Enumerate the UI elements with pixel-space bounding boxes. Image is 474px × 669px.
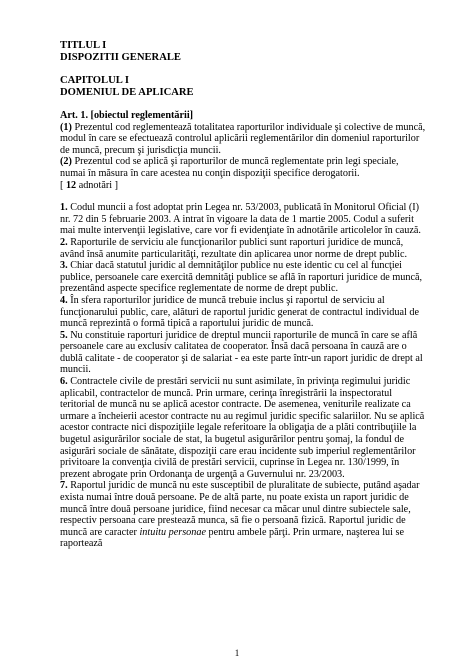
paragraph-text: Prezentul cod se aplică şi raporturilor de muncă reglementate prin legi speciale, numai în măsura în care acestea nu conţin dispoziţii specifice derogatorii. [60,156,399,179]
annotation-item: 3. Chiar dacă statutul juridic al demnităţilor publice nu este identic cu cel al funcţiei publice, persoanele care exercită demnităţi publice se află în raporturi juridice de muncă, prezentând aspecte specifice reglementate de norme de drept public. [60,260,423,295]
annotation-item: 5. Nu constituie raporturi juridice de dreptul muncii raporturile de muncă în care se află persoanele care au exclusiv calitatea de cooperator. Însă dacă persoana în cauză are o dublă calitate - de cooperator şi de salariat - ea este parte într-un raport juridic de drept al muncii. [60,329,423,376]
article-paragraph-2 [60,156,426,179]
paragraph-text: Prezentul cod reglementează totalitatea raporturilor individuale şi colective de muncă, modul în care se efectuează controlul aplicării reglementărilor din domeniul raporturilor de muncă, precum şi jurisdicţia muncii. [60,121,426,156]
article-paragraph-1 [60,122,426,157]
article-title: Art. 1. [obiectul reglementării] [60,110,194,121]
paragraph-number: (1) [60,121,72,133]
chapter-name: DOMENIUL DE APLICARE [60,87,194,98]
annotation-item: 7. Raportul juridic de muncă nu este susceptibil de pluralitate de subiecte, putând aşadar exista numai între două persoane. Pe de altă parte, nu poate exista un raport juridic de muncă între două persoane juridice, fiind necesar ca măcar unul dintre subiectele sale, respectiv persoana care prestează munca, să fie o persoană fizică. Raportul juridic de muncă are caracter intuitu personae pentru ambele părţi. Prin urmare, naşterea lui se raportează [60,480,420,550]
annotation-item: 2. Raporturile de serviciu ale funcţionarilor publici sunt raporturi juridice de muncă, având însă anumite particularităţi, rezultate din aplicarea unor norme de drept public. [60,236,408,260]
annotation-item: 1. Codul muncii a fost adoptat prin Legea nr. 53/2003, publicată în Monitorul Oficial (I) nr. 72 din 5 februarie 2003. A intrat în vigoare la data de 1 martie 2005. Codul a suferit mai multe intervenţii legislative, care vor fi evidenţiate în adnotările articolelor în cauză. [60,202,421,237]
paragraph-number: (2) [60,156,72,168]
annotation-item: 6. Contractele civile de prestări servicii nu sunt asimilate, în privinţa regimului juridic aplicabil, contractelor de muncă. Prin urmare, cerinţa înregistrării la inspectoratul teritorial de muncă nu se aplică acestor contracte. De asemenea, veniturile realizate ca urmare a încheierii acestor contracte nu au regimul juridic specific salariilor. Nu se aplică acestor contracte nici dispoziţiile legale referitoare la obligaţia de a plăti contribuţiile la bugetul asigurărilor sociale de stat, la bugetul asigurărilor pentru şomaj, la fondul de asigurări sociale de sănătate, dispoziţii care erau incidente sub imperiul reglementărilor privitoare la convenţia civilă de prestări servicii, cuprinse în Legea nr. 130/1999, în prezent abrogate prin Ordonanţa de urgenţă a Guvernului nr. 23/2003. [60,376,425,480]
title-label: TITLUL I [60,40,107,51]
page-number: 1 [234,648,240,658]
italic-term: intuitu personae [139,526,206,538]
title-name: DISPOZITII GENERALE [60,52,181,63]
document-page [60,40,426,550]
chapter-label: CAPITOLUL I [60,75,129,86]
annotations-link[interactable]: [ 12 adnotări ] [60,179,119,191]
annotations-count: 12 [65,179,77,191]
annotation-item: 4. În sfera raporturilor juridice de muncă trebuie inclus şi raportul de serviciu al funcţionarului public, care, alături de raportul juridic generat de contractul individual de muncă reprezintă o formă tipică a raportului juridic de muncă. [60,294,419,330]
